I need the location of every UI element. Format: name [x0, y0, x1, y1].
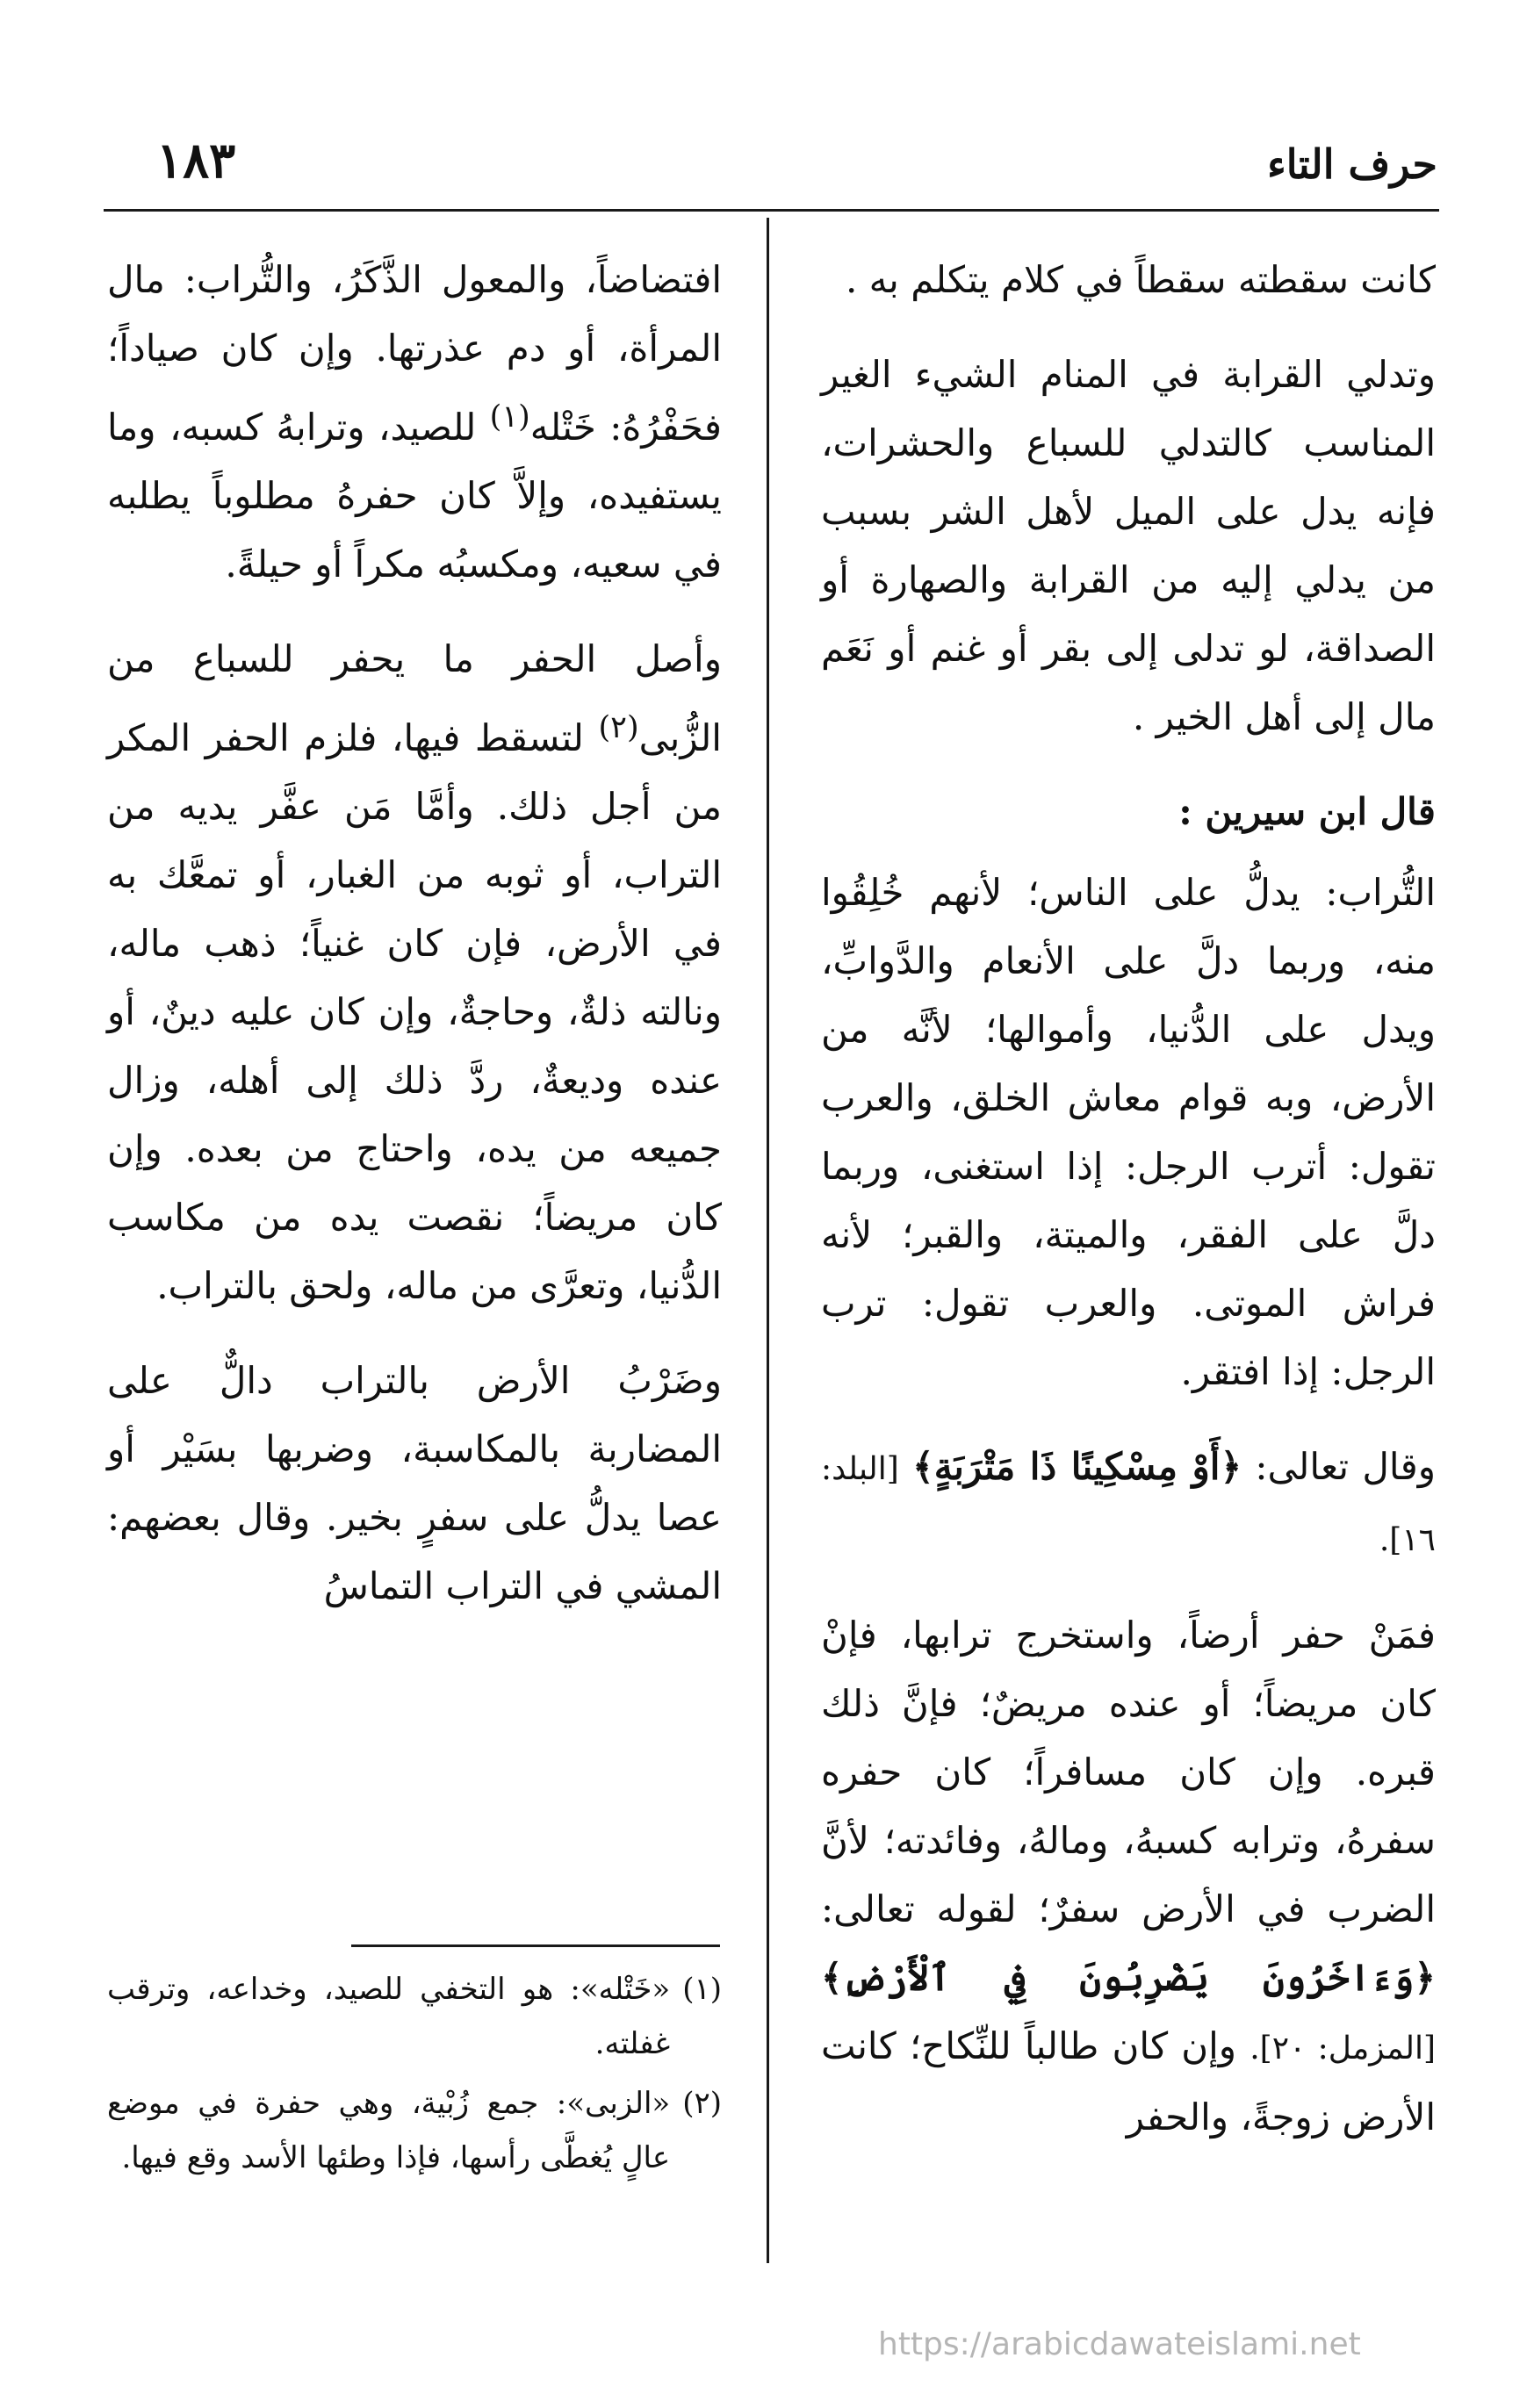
footnote-number: (١) [682, 1972, 722, 2007]
paragraph [107, 625, 722, 1320]
page-number: ١٨٣ [156, 132, 236, 190]
paragraph-text: وأصل الحفر ما يحفر للسباع من الزُّبى [107, 637, 722, 759]
paragraph-text: افتضاضاً، والمعول الذَّكَرُ، والتُّراب: مال المرأة، أو دم عذرتها. وإن كان صياداً؛ فحَفْرُهُ: خَتْله [107, 258, 722, 449]
verse-reference: [البلد: ١٦]. [821, 1451, 1436, 1558]
footnote-text: «الزبى»: جمع زُبْية، وهي حفرة في موضع عالٍ يُغطَّى رأسها، فإذا وطئها الأسد وقع فيها. [107, 2086, 671, 2175]
footnote-number: (٢) [682, 2086, 722, 2121]
paragraph [107, 246, 722, 599]
quran-verse: ﴿أَوْ مِسْكِينًا ذَا مَتْرَبَةٍ﴾ [912, 1445, 1242, 1488]
footnote-rule [351, 1944, 720, 1947]
footnote-marker[interactable]: (١) [489, 399, 530, 435]
paragraph-text: لتسقط فيها، فلزم الحفر المكر من أجل ذلك. وأمَّا مَن عفَّر يديه من التراب، أو ثوبه من الغبار، أو تمعَّك به في الأرض، فإن كان غنياً؛ ذهب ماله، ونالته ذلةٌ، وحاجةٌ، وإن كان عليه دينٌ، أو عنده وديعةٌ، ردَّ ذلك إلى أهله، وزال جميعه من يده، واحتاج من بعده. وإن كان مريضاً؛ نقصت يده من مكاسب الدُّنيا، وتعرَّى من ماله، ولحق بالتراب. [107, 716, 722, 1307]
paragraph: التُّراب: يدلُّ على الناس؛ لأنهم خُلِقُوا منه، وربما دلَّ على الأنعام والدَّوابِّ، ويدل على الدُّنيا، وأموالها؛ لأنَّه من الأرض، وبه قوام معاش الخلق، والعرب تقول: أترب الرجل: إذا استغنى، وربما دلَّ على الفقر، والميتة، والقبر؛ لأنه فراش الموتى. والعرب تقول: ترب الرجل: إذا افتقر. [821, 871, 1436, 1393]
footnote-text: «خَتْله»: هو التخفي للصيد، وخداعه، وترقب غفلته. [107, 1972, 671, 2061]
footnotes [107, 1962, 722, 2190]
paragraph [821, 1601, 1436, 2152]
quran-verse: ﴿وَءَاخَرُونَ يَضْرِبُونَ فِي ٱلْأَرْضِ﴾ [821, 1956, 1436, 1999]
section-heading: قال ابن سيرين : [1178, 790, 1436, 833]
footnote [107, 1962, 722, 2071]
verse-reference: [المزمل: ٢٠]. [1250, 2031, 1436, 2067]
footnote [107, 2076, 722, 2185]
paragraph-text: وإن كان طالباً للنِّكاح؛ كانت الأرض زوجةً، والحفر [821, 2024, 1436, 2138]
paragraph: وضَرْبُ الأرض بالتراب دالٌّ على المضاربة بالمكاسبة، وضربها بسَيْر أو عصا يدلُّ على سفرٍ بخير. وقال بعضهم: المشي في التراب التماسُ [107, 1359, 722, 1607]
paragraph: كانت سقطته سقطاً في كلام يتكلم به . [845, 258, 1436, 301]
paragraph-text: للصيد، وترابهُ كسبه، وما يستفيده، وإلاَّ كان حفرهُ مطلوباً يطلبه في سعيه، ومكسبُه مكراً أو حيلةً. [107, 406, 722, 586]
right-column [821, 246, 1436, 2178]
paragraph [821, 1433, 1436, 1575]
column-divider [767, 218, 769, 2263]
paragraph-text: وقال تعالى: [1255, 1445, 1436, 1488]
paragraph-text: فمَنْ حفر أرضاً، واستخرج ترابها، فإنْ كان مريضاً؛ أو عنده مريضٌ؛ فإنَّ ذلك قبره. وإن كان مسافراً؛ كان حفره سفرهُ، وترابه كسبهُ، ومالهُ، وفائدته؛ لأنَّ الضرب في الأرض سفرٌ؛ لقوله تعالى: [821, 1614, 1436, 1930]
header-rule [104, 209, 1439, 212]
watermark: https://arabicdawateislami.net [878, 2326, 1361, 2362]
left-column [107, 246, 722, 1647]
running-title: حرف التاء [1267, 140, 1437, 188]
footnote-marker[interactable]: (٢) [598, 710, 639, 745]
paragraph: وتدلي القرابة في المنام الشيء الغير المناسب كالتدلي للسباع والحشرات، فإنه يدل على الميل لأهل الشر بسبب من يدلي إليه من القرابة والصهارة أو الصداقة، لو تدلى إلى بقر أو غنم أو نَعَم مال إلى أهل الخير . [821, 353, 1436, 738]
